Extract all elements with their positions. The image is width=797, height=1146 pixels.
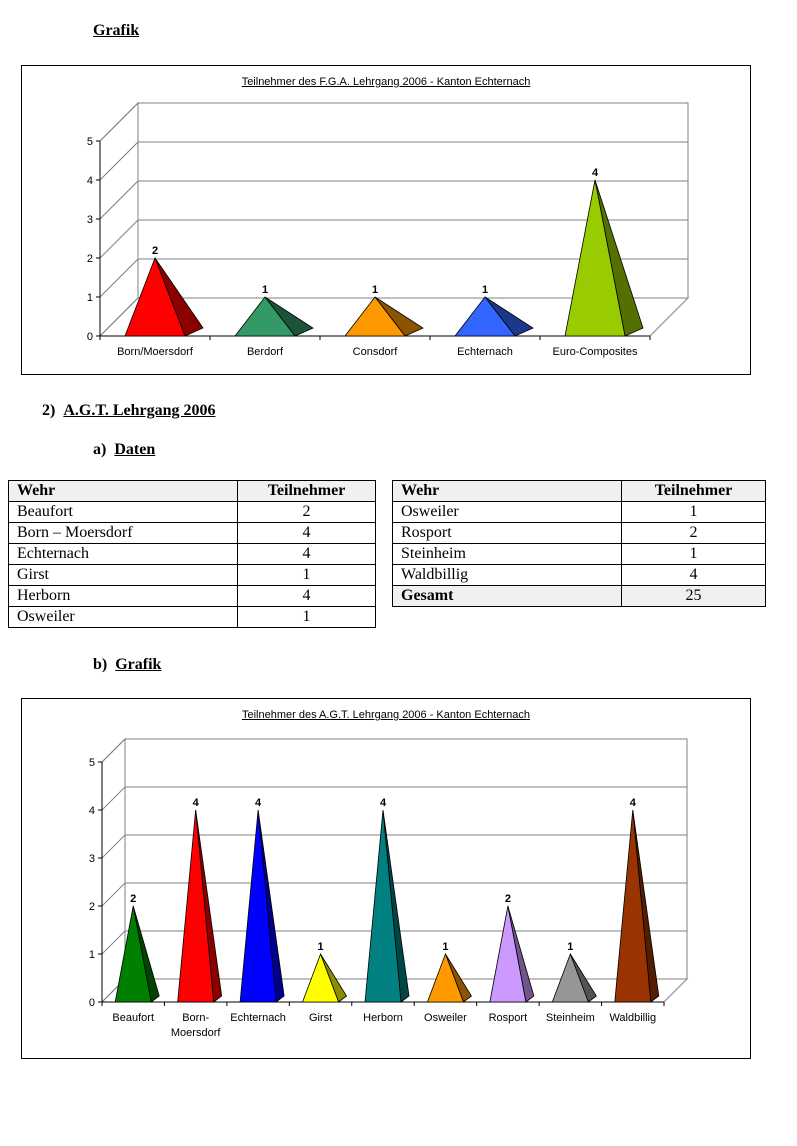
x-tick-label: Echternach [230,1012,286,1024]
table-header-row [393,481,766,502]
chart-fga-plot [22,66,750,374]
y-tick-label: 4 [88,805,95,817]
col-header-teilnehmer: Teilnehmer [238,481,376,502]
table-header-row [9,481,376,502]
y-tick-label: 3 [86,214,93,226]
table-row [393,544,766,565]
table-total-row [393,586,766,607]
data-label: 4 [192,797,199,809]
x-tick-label: Herborn [363,1012,403,1024]
cell-wehr: Waldbillig [393,565,622,586]
y-tick-label: 0 [88,997,95,1009]
side-wall [102,739,125,1002]
chart-agt-plot [22,699,750,1058]
gridline-side [102,835,125,858]
x-tick-label: Rosport [488,1012,528,1024]
cell-wehr: Echternach [9,544,238,565]
cell-wehr: Born – Moersdorf [9,523,238,544]
cell-count: 4 [238,586,376,607]
gridline-side [100,220,138,258]
cell-count: 2 [238,502,376,523]
gridline-side [100,142,138,180]
cell-total-label: Gesamt [393,586,622,607]
section2-heading: 2) A.G.T. Lehrgang 2006 [42,402,216,419]
col-header-teilnehmer: Teilnehmer [622,481,766,502]
chart-agt-title: Teilnehmer des A.G.T. Lehrgang 2006 - Kanton Echternach [241,709,530,721]
x-tick-label: Born/Moersdorf [117,346,193,358]
data-label: 1 [442,941,449,953]
data-label: 2 [130,893,137,905]
gridline-side [100,259,138,297]
table-row [9,565,376,586]
x-tick-label: Euro-Composites [552,346,638,358]
col-header-wehr: Wehr [393,481,622,502]
table-row [9,586,376,607]
x-tick-label: Consdorf [352,346,398,358]
cell-wehr: Osweiler [9,607,238,628]
x-tick-label: Girst [308,1012,333,1024]
x-tick-label: Beaufort [112,1012,155,1024]
data-label: 1 [567,941,574,953]
table-row [393,502,766,523]
data-label: 4 [255,797,262,809]
cell-wehr: Rosport [393,523,622,544]
cell-wehr: Girst [9,565,238,586]
data-label: 1 [481,284,489,296]
table-right [392,480,766,607]
cell-wehr: Osweiler [393,502,622,523]
y-tick-label: 1 [86,292,93,304]
data-label: 1 [317,941,324,953]
gridline-side [100,181,138,219]
x-tick-label: Waldbillig [609,1012,657,1024]
table-left [8,480,376,628]
sub-b-heading: b) Grafik [93,656,162,673]
chart-agt [21,698,751,1059]
data-label: 2 [151,245,159,257]
x-tick-label: Osweiler [424,1012,467,1024]
side-wall [100,103,138,336]
y-tick-label: 2 [88,901,95,913]
y-tick-label: 2 [86,253,93,265]
data-label: 2 [504,893,511,905]
grafik-heading-top: Grafik [93,22,140,39]
table-row [393,523,766,544]
cell-count: 1 [622,544,766,565]
data-label: 1 [261,284,269,296]
y-tick-label: 3 [88,853,95,865]
y-tick-label: 0 [86,331,93,343]
chart-fga [21,65,751,375]
cell-count: 4 [238,544,376,565]
col-header-wehr: Wehr [9,481,238,502]
y-tick-label: 5 [88,757,95,769]
cell-wehr: Herborn [9,586,238,607]
chart-fga-title: Teilnehmer des F.G.A. Lehrgang 2006 - Kanton Echternach [241,76,531,88]
table-row [9,544,376,565]
sub-a-heading: a) Daten [93,441,156,458]
data-label: 1 [371,284,379,296]
table-row [9,523,376,544]
cell-count: 4 [238,523,376,544]
gridline-side [102,883,125,906]
gridline-side [100,103,138,141]
x-tick-label: Echternach [457,346,513,358]
y-tick-label: 5 [86,136,93,148]
gridline-side [102,739,125,762]
cell-wehr: Beaufort [9,502,238,523]
y-tick-label: 1 [88,949,95,961]
cell-count: 1 [238,607,376,628]
y-tick-label: 4 [86,175,93,187]
x-tick-label: Born-Moersdorf [170,1012,221,1039]
cell-total-value: 25 [622,586,766,607]
cell-count: 2 [622,523,766,544]
table-row [9,502,376,523]
table-row [393,565,766,586]
data-label: 4 [629,797,636,809]
x-tick-label: Steinheim [545,1012,595,1024]
table-row [9,607,376,628]
cell-wehr: Steinheim [393,544,622,565]
x-tick-label: Berdorf [246,346,284,358]
gridline-side [102,787,125,810]
data-label: 4 [379,797,387,809]
gridline-side [102,931,125,954]
cell-count: 1 [238,565,376,586]
cell-count: 4 [622,565,766,586]
data-label: 4 [591,167,599,179]
cell-count: 1 [622,502,766,523]
